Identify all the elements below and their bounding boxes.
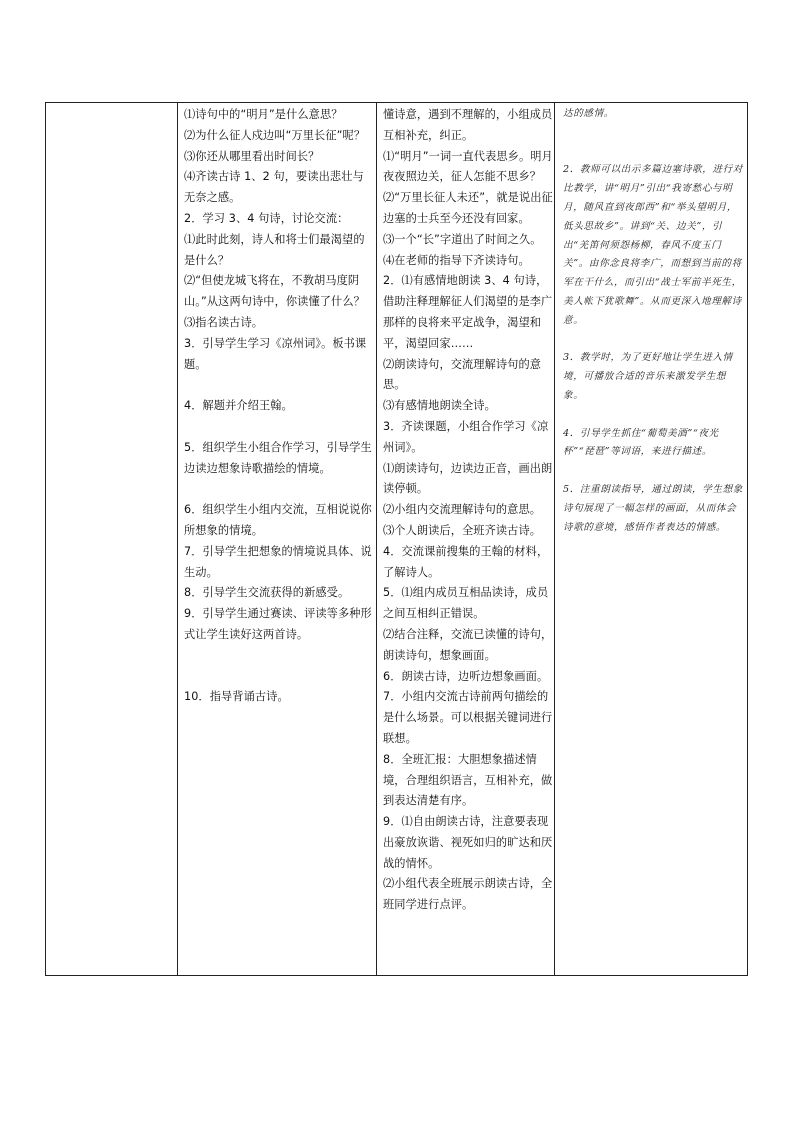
student-activity: 2．⑴有感情地朗读 3、4 句诗，借助注释理解征人们渴望的是李广那样的良将来平定战争，渴望和平，渴望回家…… (383, 274, 553, 350)
student-activity: 8．全班汇报：大胆想象描述情境，合理组织语言，互相补充，做到表达清楚有序。 (383, 752, 553, 808)
design-note: 达的感情。 (563, 108, 614, 119)
column-divider (376, 103, 377, 975)
blank-line (184, 646, 375, 667)
blank-line (563, 143, 744, 162)
teacher-activity: 10．指导背诵古诗。 (184, 690, 289, 704)
student-activity: ⑵小组代表全班展示朗读古诗，全班同学进行点评。 (383, 877, 553, 912)
teacher-activity: 8．引导学生交流获得的新感受。 (184, 586, 350, 600)
student-activity: ⑵“万里长征人未还”，就是说出征边塞的士兵至今还没有回家。 (383, 191, 553, 225)
student-activity: ⑶有感情地朗读全诗。 (383, 399, 496, 413)
student-activity: ⑴“明月”一词一直代表思乡。明月夜夜照边关，征人怎能不思乡？ (383, 149, 553, 184)
lesson-plan-table (45, 102, 748, 976)
blank-line (184, 667, 375, 688)
student-activity: 6．朗读古诗，边听边想象画面。 (383, 669, 549, 683)
teacher-activity: 5．组织学生小组合作学习，引导学生边读边想象诗歌描绘的情境。 (184, 440, 372, 475)
student-activity: ⑶一个“长”字道出了时间之久。 (383, 232, 542, 246)
student-activity: ⑷在老师的指导下齐读诗句。 (383, 253, 530, 267)
teacher-activity: 3．引导学生学习《凉州词》。板书课题。 (184, 336, 367, 371)
teacher-activity: ⑴此时此刻，诗人和将士们最渴望的是什么？ (184, 232, 365, 267)
teacher-activity: ⑵“但使龙城飞将在，不教胡马度阴山。”从这两句诗中，你读懂了什么？ (184, 274, 365, 309)
teacher-activity: 2．学习 3、4 句诗，讨论交流： (184, 211, 349, 225)
blank-line (563, 124, 744, 143)
teacher-activity: 4．解题并介绍王翰。 (184, 399, 293, 413)
student-activity: 5．⑴组内成员互相品读诗，成员之间互相纠正错误。 (383, 586, 549, 621)
teacher-activity: ⑶指名读古诗。 (184, 315, 264, 329)
design-note: 4．引导学生抓住“葡萄美酒”“夜光杯”“琵琶”等词语，来进行描述。 (563, 427, 719, 458)
design-note: 3．教学时，为了更好地让学生进入情境，可播放合适的音乐来激发学生想象。 (563, 352, 733, 401)
student-activity: ⑴朗读诗句，边读边正音，画出朗读停顿。 (383, 461, 553, 496)
teacher-activity: ⑷齐读古诗 1、2 句，要读出悲壮与无奈之感。 (184, 170, 364, 205)
design-note: 5．注重朗读指导，通过朗读，学生想象诗句展现了一幅怎样的画面，从而体会诗歌的意境，感悟作者表达的情感。 (563, 483, 743, 533)
student-activities-column (378, 105, 556, 916)
design-note: 2．教师可以出示多篇边塞诗歌，进行对比教学，讲“明月”引出“我寄愁心与明月，随风直到夜郎西”和“举头望明月，低头思故乡”。讲到“关、边关”，引出“羌笛何须怨杨柳，春风不度玉门关”。由你念良将李广，而想到当前的将军在干什么，而引出“战士军前半死生，美人帐下犹歌舞”。从而更深入地理解诗意。 (563, 164, 743, 326)
blank-line (184, 417, 375, 438)
student-activity: ⑵结合注释，交流已读懂的诗句，朗读诗句，想象画面。 (383, 627, 553, 662)
blank-line (184, 375, 375, 396)
student-activity: ⑵小组内交流理解诗句的意思。 (383, 503, 542, 517)
student-activity: 9．⑴自由朗读古诗，注意要表现出豪放诙谐、视死如归的旷达和厌战的情怀。 (383, 815, 553, 870)
teacher-activity: 9．引导学生通过赛读、评读等多种形式让学生读好这两首诗。 (184, 607, 372, 641)
blank-line (563, 406, 744, 425)
teacher-activity: ⑶你还从哪里看出时间长？ (184, 149, 320, 163)
student-activity: ⑶个人朗读后，全班齐读古诗。 (383, 523, 542, 537)
teacher-activity: ⑴诗句中的“明月”是什么意思？ (184, 108, 343, 121)
student-activity: 7．小组内交流古诗前两句描绘的是什么场景。可以根据关键词进行联想。 (383, 690, 553, 745)
teacher-activities-column (177, 105, 375, 708)
blank-line (563, 331, 744, 350)
student-activity: 3．齐读课题，小组合作学习《凉州词》。 (383, 419, 549, 454)
blank-line (184, 479, 375, 500)
student-activity: 懂诗意，遇到不理解的，小组成员互相补充，纠正。 (383, 108, 553, 142)
teacher-activity: 7．引导学生把想象的情境说具体、说生动。 (184, 544, 372, 579)
student-activity: 4．交流课前搜集的王翰的材料，了解诗人。 (383, 544, 549, 579)
teacher-activity: ⑵为什么征人戍边叫“万里长征”呢？ (184, 128, 366, 142)
student-activity: ⑵朗读诗句，交流理解诗句的意思。 (383, 357, 542, 392)
design-notes-column (556, 105, 748, 537)
teacher-activity: 6．组织学生小组内交流，互相说说你所想象的情境。 (184, 503, 372, 537)
blank-line (563, 462, 744, 481)
